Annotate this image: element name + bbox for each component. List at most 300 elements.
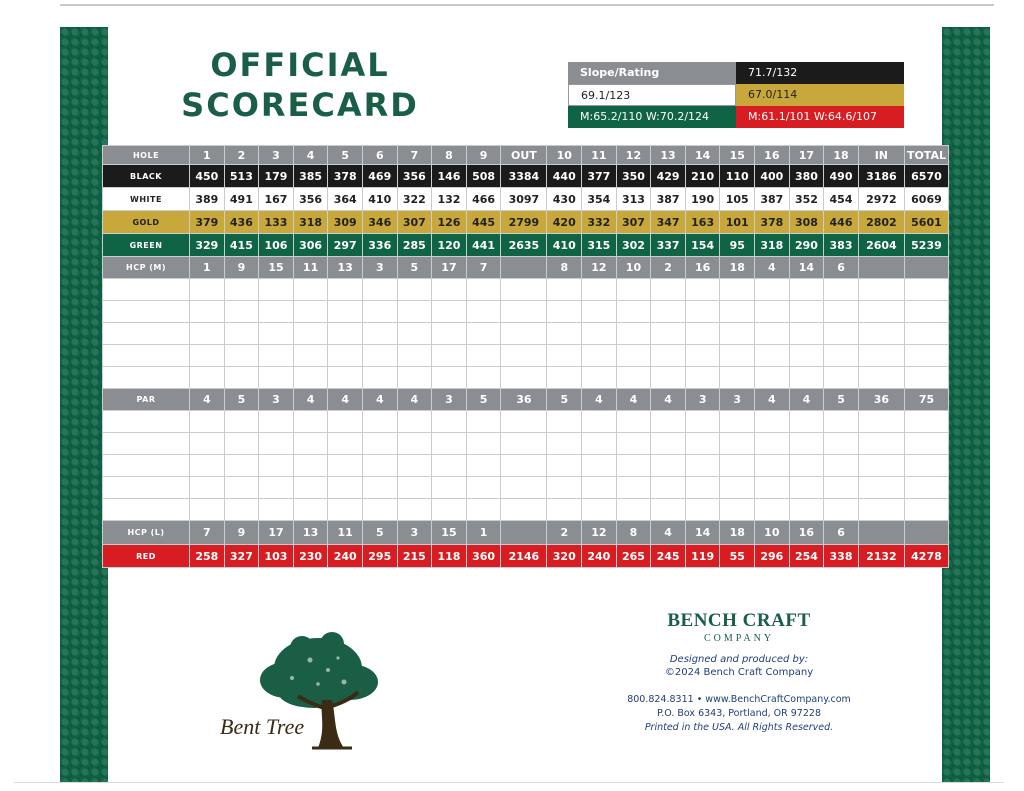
score-entry-row [103, 323, 949, 345]
black-tee-rating: 71.7/132 [736, 62, 904, 84]
score-entry-cell[interactable] [190, 323, 225, 345]
gold-tee-row-cell: 2799 [501, 211, 547, 234]
score-entry-cell[interactable] [466, 345, 501, 367]
white-tee-row [103, 188, 949, 211]
red-tee-row-cell: 295 [362, 545, 397, 568]
score-entry-cell[interactable] [362, 323, 397, 345]
score-entry-cell[interactable] [501, 301, 547, 323]
score-entry-cell[interactable] [789, 477, 824, 499]
score-entry-cell[interactable] [432, 455, 467, 477]
score-entry-cell[interactable] [547, 477, 582, 499]
black-tee-row-cell: 210 [685, 165, 720, 188]
score-entry-cell[interactable] [397, 323, 432, 345]
score-entry-cell[interactable] [755, 279, 790, 301]
score-entry-cell[interactable] [259, 411, 294, 433]
score-entry-cell[interactable] [501, 455, 547, 477]
score-entry-cell[interactable] [685, 411, 720, 433]
score-entry-cell[interactable] [501, 345, 547, 367]
gold-tee-row-cell: 347 [651, 211, 686, 234]
white-tee-rating: 69.1/123 [568, 84, 736, 106]
score-entry-cell[interactable] [432, 301, 467, 323]
score-entry-cell[interactable] [755, 455, 790, 477]
score-entry-cell[interactable] [720, 323, 755, 345]
score-entry-cell[interactable] [755, 301, 790, 323]
score-entry-cell[interactable] [616, 301, 651, 323]
score-entry-cell[interactable] [432, 411, 467, 433]
score-entry-cell[interactable] [858, 411, 904, 433]
score-entry-cell[interactable] [466, 433, 501, 455]
score-entry-cell[interactable] [259, 301, 294, 323]
score-entry-cell[interactable] [466, 499, 501, 521]
score-entry-cell[interactable] [582, 455, 617, 477]
score-entry-cell[interactable] [824, 367, 859, 389]
gold-tee-row-cell: 309 [328, 211, 363, 234]
score-entry-cell[interactable] [789, 367, 824, 389]
score-entry-cell[interactable] [293, 367, 328, 389]
score-entry-cell[interactable] [190, 301, 225, 323]
hole-row-cell: 18 [824, 146, 859, 165]
score-entry-cell[interactable] [651, 411, 686, 433]
score-entry-cell[interactable] [547, 433, 582, 455]
score-entry-cell[interactable] [466, 279, 501, 301]
score-entry-cell[interactable] [616, 455, 651, 477]
score-entry-cell[interactable] [582, 323, 617, 345]
score-entry-cell[interactable] [547, 455, 582, 477]
gold-tee-row-cell: 5601 [904, 211, 948, 234]
score-entry-cell[interactable] [466, 455, 501, 477]
score-entry-cell[interactable] [432, 345, 467, 367]
score-entry-cell[interactable] [616, 279, 651, 301]
score-entry-cell[interactable] [789, 301, 824, 323]
green-tee-row [103, 234, 949, 257]
score-entry-cell[interactable] [685, 455, 720, 477]
score-entry-cell[interactable] [755, 323, 790, 345]
red-tee-row-cell: 245 [651, 545, 686, 568]
white-tee-row-cell: 454 [824, 188, 859, 211]
hcp-ladies-row-cell: 5 [362, 521, 397, 545]
score-entry-cell[interactable] [582, 477, 617, 499]
hcp-men-row-cell: 7 [466, 257, 501, 279]
score-entry-cell[interactable] [547, 279, 582, 301]
score-entry-cell[interactable] [582, 367, 617, 389]
white-tee-row-cell: 313 [616, 188, 651, 211]
par-row-cell: 5 [224, 389, 259, 411]
score-entry-cell[interactable] [466, 323, 501, 345]
score-entry-cell[interactable] [432, 323, 467, 345]
gold-tee-row-cell: 2802 [858, 211, 904, 234]
hcp-ladies-row-cell: 2 [547, 521, 582, 545]
score-entry-cell[interactable] [466, 411, 501, 433]
score-entry-cell[interactable] [651, 433, 686, 455]
score-entry-cell[interactable] [328, 279, 363, 301]
score-entry-cell[interactable] [824, 499, 859, 521]
score-entry-cell[interactable] [651, 279, 686, 301]
score-entry-row [103, 301, 949, 323]
score-entry-cell[interactable] [501, 279, 547, 301]
white-tee-row-cell: 354 [582, 188, 617, 211]
score-entry-cell[interactable] [904, 279, 948, 301]
score-entry-cell[interactable] [432, 367, 467, 389]
score-entry-cell[interactable] [789, 455, 824, 477]
score-entry-cell[interactable] [616, 433, 651, 455]
score-entry-cell[interactable] [547, 367, 582, 389]
green-tee-row-cell: 106 [259, 234, 294, 257]
score-entry-cell[interactable] [328, 301, 363, 323]
score-entry-cell[interactable] [293, 499, 328, 521]
score-entry-cell[interactable] [858, 499, 904, 521]
score-entry-cell[interactable] [904, 411, 948, 433]
score-entry-cell[interactable] [789, 411, 824, 433]
white-tee-row-cell: 389 [190, 188, 225, 211]
score-entry-cell[interactable] [685, 433, 720, 455]
green-tee-row-cell: 95 [720, 234, 755, 257]
score-entry-cell[interactable] [685, 323, 720, 345]
score-entry-cell[interactable] [720, 477, 755, 499]
hcp-ladies-row-cell: 11 [328, 521, 363, 545]
black-tee-row-cell: 377 [582, 165, 617, 188]
score-entry-cell[interactable] [904, 433, 948, 455]
par-row-cell: 5 [824, 389, 859, 411]
hole-row-cell: 11 [582, 146, 617, 165]
score-entry-cell[interactable] [397, 455, 432, 477]
hole-row [103, 146, 949, 165]
score-entry-cell[interactable] [224, 279, 259, 301]
white-tee-row-label: WHITE [103, 188, 190, 211]
score-entry-cell[interactable] [824, 301, 859, 323]
score-entry-cell[interactable] [720, 499, 755, 521]
score-entry-cell[interactable] [858, 433, 904, 455]
score-entry-cell[interactable] [755, 477, 790, 499]
score-entry-cell[interactable] [858, 345, 904, 367]
gold-tee-row-cell: 163 [685, 211, 720, 234]
score-entry-cell[interactable] [224, 411, 259, 433]
score-entry-cell[interactable] [259, 279, 294, 301]
score-entry-cell[interactable] [720, 279, 755, 301]
score-entry-cell[interactable] [858, 367, 904, 389]
score-entry-cell[interactable] [720, 411, 755, 433]
hcp-ladies-row-cell: 9 [224, 521, 259, 545]
white-tee-row-cell: 491 [224, 188, 259, 211]
score-entry-cell[interactable] [720, 455, 755, 477]
gold-tee-row-cell: 307 [397, 211, 432, 234]
score-entry-cell[interactable] [397, 477, 432, 499]
black-tee-row-cell: 6570 [904, 165, 948, 188]
score-entry-cell[interactable] [190, 499, 225, 521]
score-entry-cell[interactable] [904, 499, 948, 521]
hole-row-cell: 9 [466, 146, 501, 165]
score-entry-cell[interactable] [432, 279, 467, 301]
score-entry-cell[interactable] [824, 455, 859, 477]
score-entry-cell[interactable] [293, 301, 328, 323]
score-entry-cell[interactable] [501, 499, 547, 521]
gold-tee-row-cell: 420 [547, 211, 582, 234]
score-entry-cell[interactable] [328, 433, 363, 455]
score-entry-cell[interactable] [293, 411, 328, 433]
score-entry-cell[interactable] [582, 433, 617, 455]
score-entry-cell[interactable] [190, 411, 225, 433]
score-entry-cell[interactable] [224, 345, 259, 367]
score-entry-cell[interactable] [789, 345, 824, 367]
score-entry-cell[interactable] [293, 279, 328, 301]
score-entry-cell[interactable] [224, 323, 259, 345]
score-entry-cell[interactable] [685, 301, 720, 323]
score-entry-cell[interactable] [824, 411, 859, 433]
score-entry-cell[interactable] [904, 301, 948, 323]
score-entry-cell[interactable] [720, 301, 755, 323]
score-entry-cell[interactable] [616, 499, 651, 521]
score-entry-cell[interactable] [651, 301, 686, 323]
hcp-men-row-cell: 4 [755, 257, 790, 279]
score-entry-cell[interactable] [858, 301, 904, 323]
player-name-cell[interactable] [103, 433, 190, 455]
hcp-ladies-row-cell: 12 [582, 521, 617, 545]
green-tee-row-cell: 337 [651, 234, 686, 257]
score-entry-cell[interactable] [293, 345, 328, 367]
hole-row-cell: 4 [293, 146, 328, 165]
score-entry-row [103, 455, 949, 477]
score-entry-cell[interactable] [362, 433, 397, 455]
white-tee-row-cell: 2972 [858, 188, 904, 211]
green-tee-row-cell: 441 [466, 234, 501, 257]
left-decorative-strip [60, 27, 108, 783]
score-entry-cell[interactable] [789, 499, 824, 521]
score-entry-cell[interactable] [293, 433, 328, 455]
score-entry-cell[interactable] [190, 455, 225, 477]
score-entry-cell[interactable] [616, 345, 651, 367]
score-entry-cell[interactable] [190, 345, 225, 367]
par-row-cell: 4 [397, 389, 432, 411]
score-entry-cell[interactable] [397, 345, 432, 367]
score-entry-cell[interactable] [501, 411, 547, 433]
score-entry-cell[interactable] [432, 499, 467, 521]
score-entry-cell[interactable] [293, 323, 328, 345]
hole-row-cell: 15 [720, 146, 755, 165]
score-entry-row [103, 279, 949, 301]
score-entry-cell[interactable] [547, 301, 582, 323]
score-entry-cell[interactable] [824, 345, 859, 367]
score-entry-cell[interactable] [789, 433, 824, 455]
score-entry-cell[interactable] [547, 411, 582, 433]
hole-row-cell: IN [858, 146, 904, 165]
score-entry-cell[interactable] [259, 367, 294, 389]
score-entry-cell[interactable] [824, 433, 859, 455]
score-entry-cell[interactable] [190, 279, 225, 301]
score-entry-cell[interactable] [501, 433, 547, 455]
score-entry-cell[interactable] [397, 279, 432, 301]
score-entry-cell[interactable] [224, 477, 259, 499]
player-name-cell[interactable] [103, 279, 190, 301]
score-entry-cell[interactable] [501, 477, 547, 499]
green-tee-row-cell: 318 [755, 234, 790, 257]
score-entry-cell[interactable] [466, 477, 501, 499]
red-tee-row-cell: 240 [582, 545, 617, 568]
player-name-cell[interactable] [103, 345, 190, 367]
hcp-men-row-cell [501, 257, 547, 279]
score-entry-cell[interactable] [651, 345, 686, 367]
hcp-men-row-cell: 8 [547, 257, 582, 279]
score-entry-cell[interactable] [720, 345, 755, 367]
score-entry-cell[interactable] [328, 411, 363, 433]
score-entry-cell[interactable] [651, 499, 686, 521]
score-entry-cell[interactable] [259, 433, 294, 455]
score-entry-cell[interactable] [397, 367, 432, 389]
score-entry-cell[interactable] [224, 455, 259, 477]
score-entry-cell[interactable] [685, 477, 720, 499]
score-entry-cell[interactable] [904, 455, 948, 477]
score-entry-cell[interactable] [651, 367, 686, 389]
hcp-men-row-cell: 9 [224, 257, 259, 279]
score-entry-cell[interactable] [362, 301, 397, 323]
score-entry-cell[interactable] [362, 367, 397, 389]
score-entry-cell[interactable] [547, 499, 582, 521]
score-entry-cell[interactable] [190, 367, 225, 389]
score-entry-cell[interactable] [293, 455, 328, 477]
score-entry-cell[interactable] [685, 345, 720, 367]
right-decorative-strip [942, 27, 990, 783]
score-entry-cell[interactable] [616, 477, 651, 499]
score-entry-cell[interactable] [190, 477, 225, 499]
green-tee-row-cell: 2635 [501, 234, 547, 257]
hole-row-cell: 16 [755, 146, 790, 165]
copyright-text: ©2024 Bench Craft Company [664, 667, 814, 678]
score-entry-cell[interactable] [824, 323, 859, 345]
score-entry-cell[interactable] [293, 477, 328, 499]
score-entry-cell[interactable] [362, 499, 397, 521]
score-entry-cell[interactable] [651, 455, 686, 477]
score-entry-cell[interactable] [582, 279, 617, 301]
score-entry-cell[interactable] [362, 279, 397, 301]
score-entry-cell[interactable] [432, 433, 467, 455]
player-name-cell[interactable] [103, 367, 190, 389]
score-entry-cell[interactable] [582, 499, 617, 521]
score-entry-cell[interactable] [789, 279, 824, 301]
hcp-ladies-row-cell: 7 [190, 521, 225, 545]
score-entry-cell[interactable] [547, 323, 582, 345]
black-tee-row-cell: 508 [466, 165, 501, 188]
score-entry-cell[interactable] [501, 323, 547, 345]
score-entry-cell[interactable] [466, 301, 501, 323]
score-entry-cell[interactable] [466, 367, 501, 389]
score-entry-cell[interactable] [547, 345, 582, 367]
par-row-cell: 3 [685, 389, 720, 411]
score-entry-cell[interactable] [824, 477, 859, 499]
hcp-ladies-row [103, 521, 949, 545]
player-name-cell[interactable] [103, 477, 190, 499]
score-entry-row [103, 367, 949, 389]
gold-tee-row-cell: 379 [190, 211, 225, 234]
score-entry-cell[interactable] [328, 455, 363, 477]
score-entry-cell[interactable] [328, 323, 363, 345]
green-tee-row-cell: 5239 [904, 234, 948, 257]
hcp-men-row-cell: 16 [685, 257, 720, 279]
score-entry-cell[interactable] [582, 411, 617, 433]
score-entry-cell[interactable] [259, 323, 294, 345]
score-entry-cell[interactable] [328, 499, 363, 521]
score-entry-cell[interactable] [397, 499, 432, 521]
score-entry-cell[interactable] [755, 367, 790, 389]
score-entry-cell[interactable] [720, 367, 755, 389]
score-entry-cell[interactable] [259, 455, 294, 477]
white-tee-row-cell: 132 [432, 188, 467, 211]
score-entry-cell[interactable] [397, 301, 432, 323]
score-entry-cell[interactable] [224, 301, 259, 323]
score-entry-cell[interactable] [582, 301, 617, 323]
score-entry-cell[interactable] [685, 279, 720, 301]
score-entry-cell[interactable] [904, 367, 948, 389]
score-entry-cell[interactable] [224, 499, 259, 521]
player-name-cell[interactable] [103, 499, 190, 521]
score-entry-cell[interactable] [904, 477, 948, 499]
score-entry-cell[interactable] [501, 367, 547, 389]
score-entry-cell[interactable] [858, 455, 904, 477]
black-tee-row-cell: 400 [755, 165, 790, 188]
score-entry-cell[interactable] [224, 433, 259, 455]
score-entry-cell[interactable] [651, 477, 686, 499]
score-entry-cell[interactable] [362, 455, 397, 477]
score-entry-cell[interactable] [789, 323, 824, 345]
score-entry-cell[interactable] [904, 345, 948, 367]
white-tee-row-cell: 105 [720, 188, 755, 211]
score-entry-cell[interactable] [685, 499, 720, 521]
score-entry-cell[interactable] [362, 477, 397, 499]
score-entry-cell[interactable] [858, 477, 904, 499]
player-name-cell[interactable] [103, 411, 190, 433]
hcp-ladies-row-label: HCP (L) [103, 521, 190, 545]
score-entry-cell[interactable] [616, 411, 651, 433]
score-entry-cell[interactable] [397, 433, 432, 455]
score-entry-cell[interactable] [582, 345, 617, 367]
score-entry-cell[interactable] [259, 499, 294, 521]
score-entry-cell[interactable] [755, 499, 790, 521]
score-entry-cell[interactable] [904, 323, 948, 345]
score-entry-cell[interactable] [685, 367, 720, 389]
score-entry-cell[interactable] [328, 345, 363, 367]
score-entry-cell[interactable] [362, 411, 397, 433]
score-entry-cell[interactable] [328, 367, 363, 389]
score-entry-cell[interactable] [616, 323, 651, 345]
score-entry-cell[interactable] [858, 279, 904, 301]
score-entry-cell[interactable] [858, 323, 904, 345]
score-entry-cell[interactable] [397, 411, 432, 433]
contact-text: 800.824.8311 • www.BenchCraftCompany.com [627, 694, 851, 705]
black-tee-row-cell: 110 [720, 165, 755, 188]
player-name-cell[interactable] [103, 455, 190, 477]
score-entry-cell[interactable] [824, 279, 859, 301]
black-tee-row-cell: 440 [547, 165, 582, 188]
hcp-ladies-row-cell: 6 [824, 521, 859, 545]
score-entry-cell[interactable] [651, 323, 686, 345]
black-tee-row-cell: 350 [616, 165, 651, 188]
score-entry-cell[interactable] [190, 433, 225, 455]
score-entry-cell[interactable] [755, 411, 790, 433]
hcp-ladies-row-cell: 4 [651, 521, 686, 545]
score-entry-cell[interactable] [755, 345, 790, 367]
score-entry-cell[interactable] [224, 367, 259, 389]
black-tee-row-cell: 146 [432, 165, 467, 188]
score-entry-cell[interactable] [259, 477, 294, 499]
score-entry-cell[interactable] [616, 367, 651, 389]
player-name-cell[interactable] [103, 323, 190, 345]
player-name-cell[interactable] [103, 301, 190, 323]
score-entry-cell[interactable] [362, 345, 397, 367]
green-tee-row-label: GREEN [103, 234, 190, 257]
hcp-men-row-cell: 17 [432, 257, 467, 279]
score-entry-cell[interactable] [328, 477, 363, 499]
score-entry-cell[interactable] [259, 345, 294, 367]
score-entry-cell[interactable] [720, 433, 755, 455]
score-entry-cell[interactable] [432, 477, 467, 499]
score-entry-cell[interactable] [755, 433, 790, 455]
